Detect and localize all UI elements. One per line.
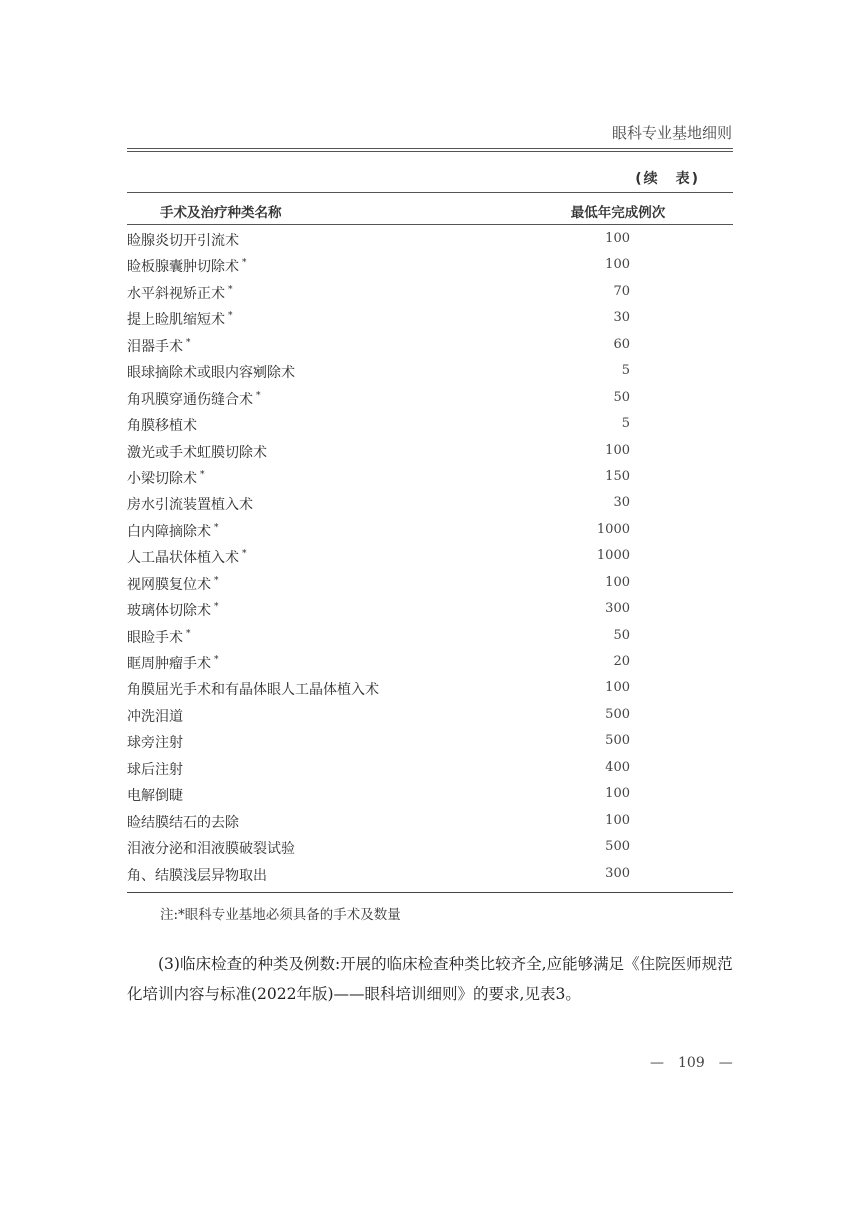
procedure-name [127,759,183,779]
procedure-name-text: 球后注射 [127,761,183,778]
required-mark: * [214,602,219,613]
procedure-name-text: 角膜移植术 [127,418,197,435]
required-mark: * [200,469,205,480]
procedure-name [127,336,191,356]
table-row [127,622,733,648]
required-mark: * [214,575,219,586]
procedure-name-text: 角巩膜穿通伤缝合术 [127,391,253,408]
procedure-name-text: 激光或手术虹膜切除术 [127,444,267,461]
required-mark: * [242,549,247,560]
min-annual-count: 100 [605,574,630,590]
table-body [127,225,733,886]
procedure-name [127,679,379,699]
table-note: 注:*眼科专业基地必须具备的手术及数量 [160,907,401,923]
min-annual-count: 30 [613,310,630,326]
table-row [127,225,733,251]
table-row [127,780,733,806]
table-row [127,833,733,859]
procedure-name-text: 电解倒睫 [127,788,183,805]
procedure-name-text: 泪液分泌和泪液膜破裂试验 [127,841,295,858]
procedure-name [127,732,183,752]
table-row [127,437,733,463]
procedure-name-text: 视网膜复位术 [127,576,211,593]
procedure-name-text: 眼球摘除术或眼内容剜除术 [127,365,295,382]
procedure-name-text: 眶周肿瘤手术 [127,656,211,672]
procedure-name [127,706,183,726]
table-row [127,595,733,621]
procedure-name [127,362,295,382]
procedure-name-text: 球旁注射 [127,735,183,752]
procedure-name-text: 角、结膜浅层异物取出 [127,867,267,884]
procedure-name [127,547,247,567]
table-row [127,701,733,727]
min-annual-count: 1000 [596,548,630,564]
table-row [127,384,733,410]
table-continued-label: (续 表) [635,171,700,187]
min-annual-count: 100 [605,442,630,458]
procedure-name-text: 睑板腺囊肿切除术 [127,259,239,276]
table-row [127,516,733,542]
header-rule-double [127,151,733,152]
min-annual-count: 70 [613,283,630,299]
procedure-name [127,468,205,488]
procedure-name-text: 睑结膜结石的去除 [127,814,239,831]
table-row [127,489,733,515]
column-header-min-count: 最低年完成例次 [570,205,666,221]
table-row [127,463,733,489]
required-mark: * [242,258,247,269]
body-paragraph: (3)临床检查的种类及例数:开展的临床检查种类比较齐全,应能够满足《住院医师规范化培训内容与标准(2022年版)——眼科培训细则》的要求,见表3。 [127,955,733,1003]
table-row [127,754,733,780]
page-header-title: 眼科专业基地细则 [611,124,732,142]
table-row [127,251,733,277]
min-annual-count: 5 [621,363,630,379]
procedure-name-text: 角膜屈光手术和有晶体眼人工晶体植入术 [127,682,379,699]
min-annual-count: 5 [621,416,630,432]
column-header-procedure: 手术及治疗种类名称 [160,205,282,221]
procedure-name-text: 水平斜视矫正术 [127,285,225,302]
table-bottom-rule [127,892,733,893]
procedure-name-text: 眼睑手术 [127,629,183,646]
procedure-name [127,521,219,541]
procedure-name [127,442,267,462]
min-annual-count: 150 [605,468,630,484]
min-annual-count: 50 [613,627,630,643]
min-annual-count: 100 [605,786,630,802]
procedure-name [127,389,261,409]
procedure-name [127,415,197,435]
table-row [127,278,733,304]
procedure-name [127,785,183,805]
table-row [127,674,733,700]
min-annual-count: 20 [613,654,630,669]
min-annual-count: 400 [605,759,630,775]
procedure-name-text: 冲洗泪道 [127,708,183,725]
min-annual-count: 100 [605,231,630,246]
required-mark: * [228,284,233,295]
procedure-name-text: 小梁切除术 [127,470,197,487]
min-annual-count: 30 [613,495,630,511]
procedure-name [127,838,295,858]
min-annual-count: 300 [605,865,630,881]
table-row [127,331,733,357]
procedure-name [127,574,219,594]
min-annual-count: 1000 [596,521,630,537]
table-row [127,727,733,753]
min-annual-count: 100 [605,812,630,828]
table-row [127,410,733,436]
min-annual-count: 60 [613,336,630,352]
procedure-name [127,230,239,250]
min-annual-count: 500 [605,733,630,749]
table-row [127,304,733,330]
required-mark: * [214,655,219,665]
required-mark: * [186,628,191,639]
required-mark: * [228,311,233,322]
procedure-name [127,865,267,885]
procedure-name-text: 房水引流装置植入术 [127,497,253,514]
table-row [127,569,733,595]
table-row [127,357,733,383]
min-annual-count: 100 [605,680,630,696]
table-row [127,542,733,568]
table-row [127,860,733,886]
procedure-name-text: 提上睑肌缩短术 [127,312,225,329]
required-mark: * [256,390,261,401]
procedure-name [127,653,219,673]
procedure-name-text: 人工晶状体植入术 [127,550,239,567]
table-row [127,648,733,674]
procedure-name [127,256,247,276]
procedure-name-text: 玻璃体切除术 [127,603,211,620]
min-annual-count: 50 [613,389,630,405]
procedure-name [127,283,233,303]
min-annual-count: 500 [605,706,630,722]
procedure-name [127,812,239,832]
table-row [127,807,733,833]
procedure-name-text: 泪器手术 [127,338,183,355]
min-annual-count: 500 [605,839,630,855]
table-top-rule [127,192,733,193]
procedure-name [127,309,233,329]
header-rule [127,148,733,149]
procedure-name-text: 白内障摘除术 [127,523,211,540]
procedure-name [127,627,191,647]
page-number: — 109 — [650,1055,733,1071]
min-annual-count: 100 [605,257,630,273]
required-mark: * [214,522,219,533]
procedure-name [127,600,219,620]
min-annual-count: 300 [605,601,630,617]
procedure-name-text: 睑腺炎切开引流术 [127,233,239,249]
procedure-name [127,494,253,514]
required-mark: * [186,337,191,348]
